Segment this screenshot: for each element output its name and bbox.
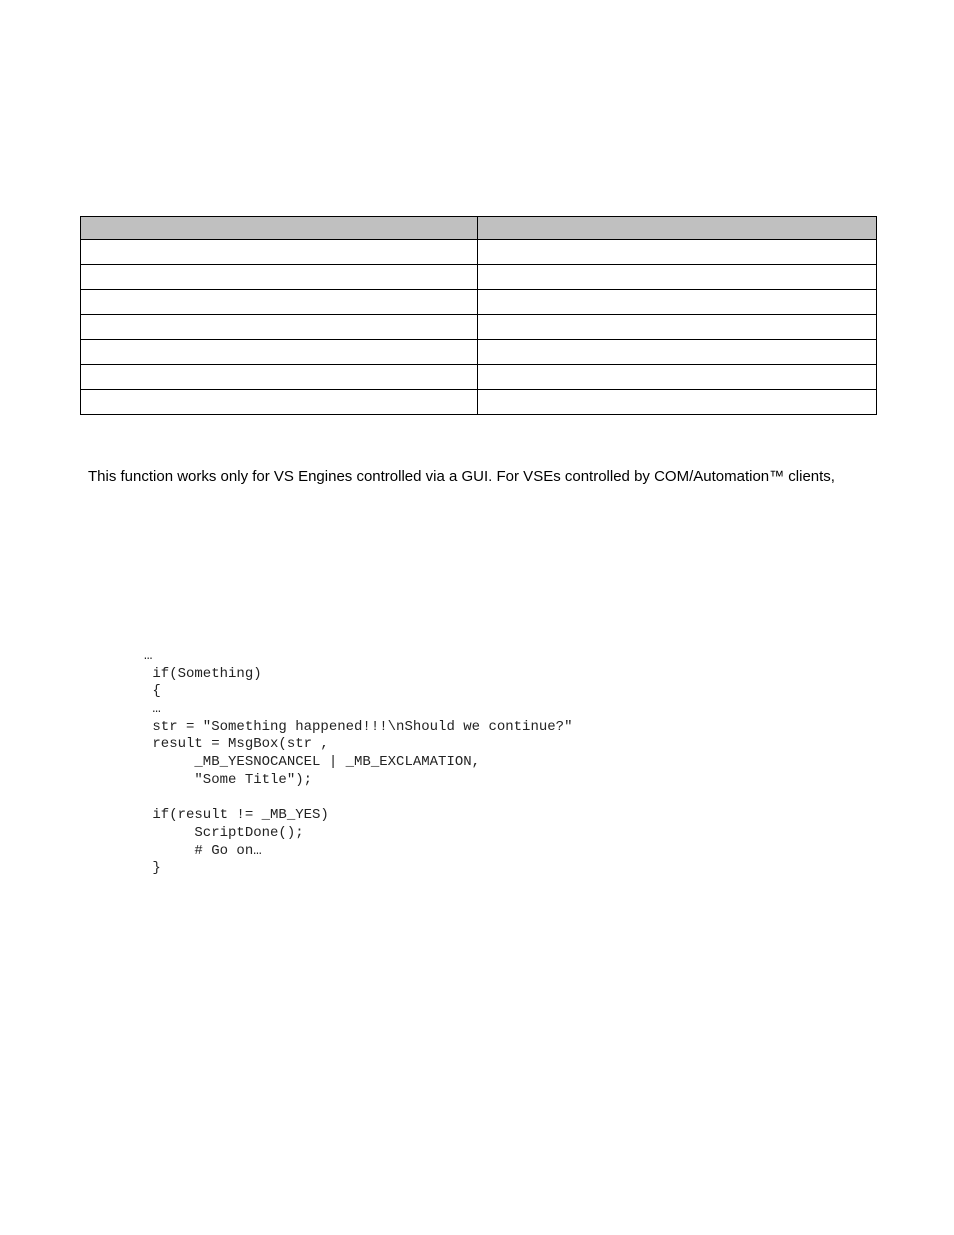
table-row <box>81 265 877 290</box>
table-cell <box>478 365 877 390</box>
table-cell <box>81 265 478 290</box>
table-header-cell-1 <box>81 217 478 240</box>
table-cell <box>81 340 478 365</box>
table-row <box>81 365 877 390</box>
code-line <box>144 790 572 808</box>
code-line: if(Something) <box>144 665 262 682</box>
code-line: if(result != _MB_YES) <box>144 807 329 824</box>
table-row <box>81 390 877 415</box>
gui-only-note: This function works only for VS Engines controlled via a GUI. For VSEs controlled by COM/Automation™ clients, <box>88 468 835 485</box>
table-cell <box>478 240 877 265</box>
table-cell <box>478 340 877 365</box>
table-cell <box>81 240 478 265</box>
table-cell <box>81 390 478 415</box>
table-cell <box>478 390 877 415</box>
code-line: } <box>144 860 161 877</box>
table-row <box>81 315 877 340</box>
table-cell <box>478 315 877 340</box>
table-cell <box>478 290 877 315</box>
table-row <box>81 340 877 365</box>
code-line: ScriptDone(); <box>144 824 304 841</box>
table-row <box>81 290 877 315</box>
data-table <box>80 216 877 415</box>
code-line: result = MsgBox(str , <box>144 736 329 753</box>
code-line: … <box>144 701 161 718</box>
code-line: … <box>144 648 153 664</box>
code-line: _MB_YESNOCANCEL | _MB_EXCLAMATION, <box>144 754 481 771</box>
table-cell <box>81 290 478 315</box>
table-header-cell-2 <box>478 217 877 240</box>
code-line: # Go on… <box>144 842 262 859</box>
blank-table <box>80 216 876 415</box>
code-example <box>144 648 572 878</box>
code-line: "Some Title"); <box>144 771 313 788</box>
table-cell <box>81 315 478 340</box>
code-line: { <box>144 683 161 700</box>
table-cell <box>478 265 877 290</box>
table-row <box>81 240 877 265</box>
table-header-row <box>81 217 877 240</box>
table-cell <box>81 365 478 390</box>
code-line: str = "Something happened!!!\nShould we continue?" <box>144 718 573 735</box>
